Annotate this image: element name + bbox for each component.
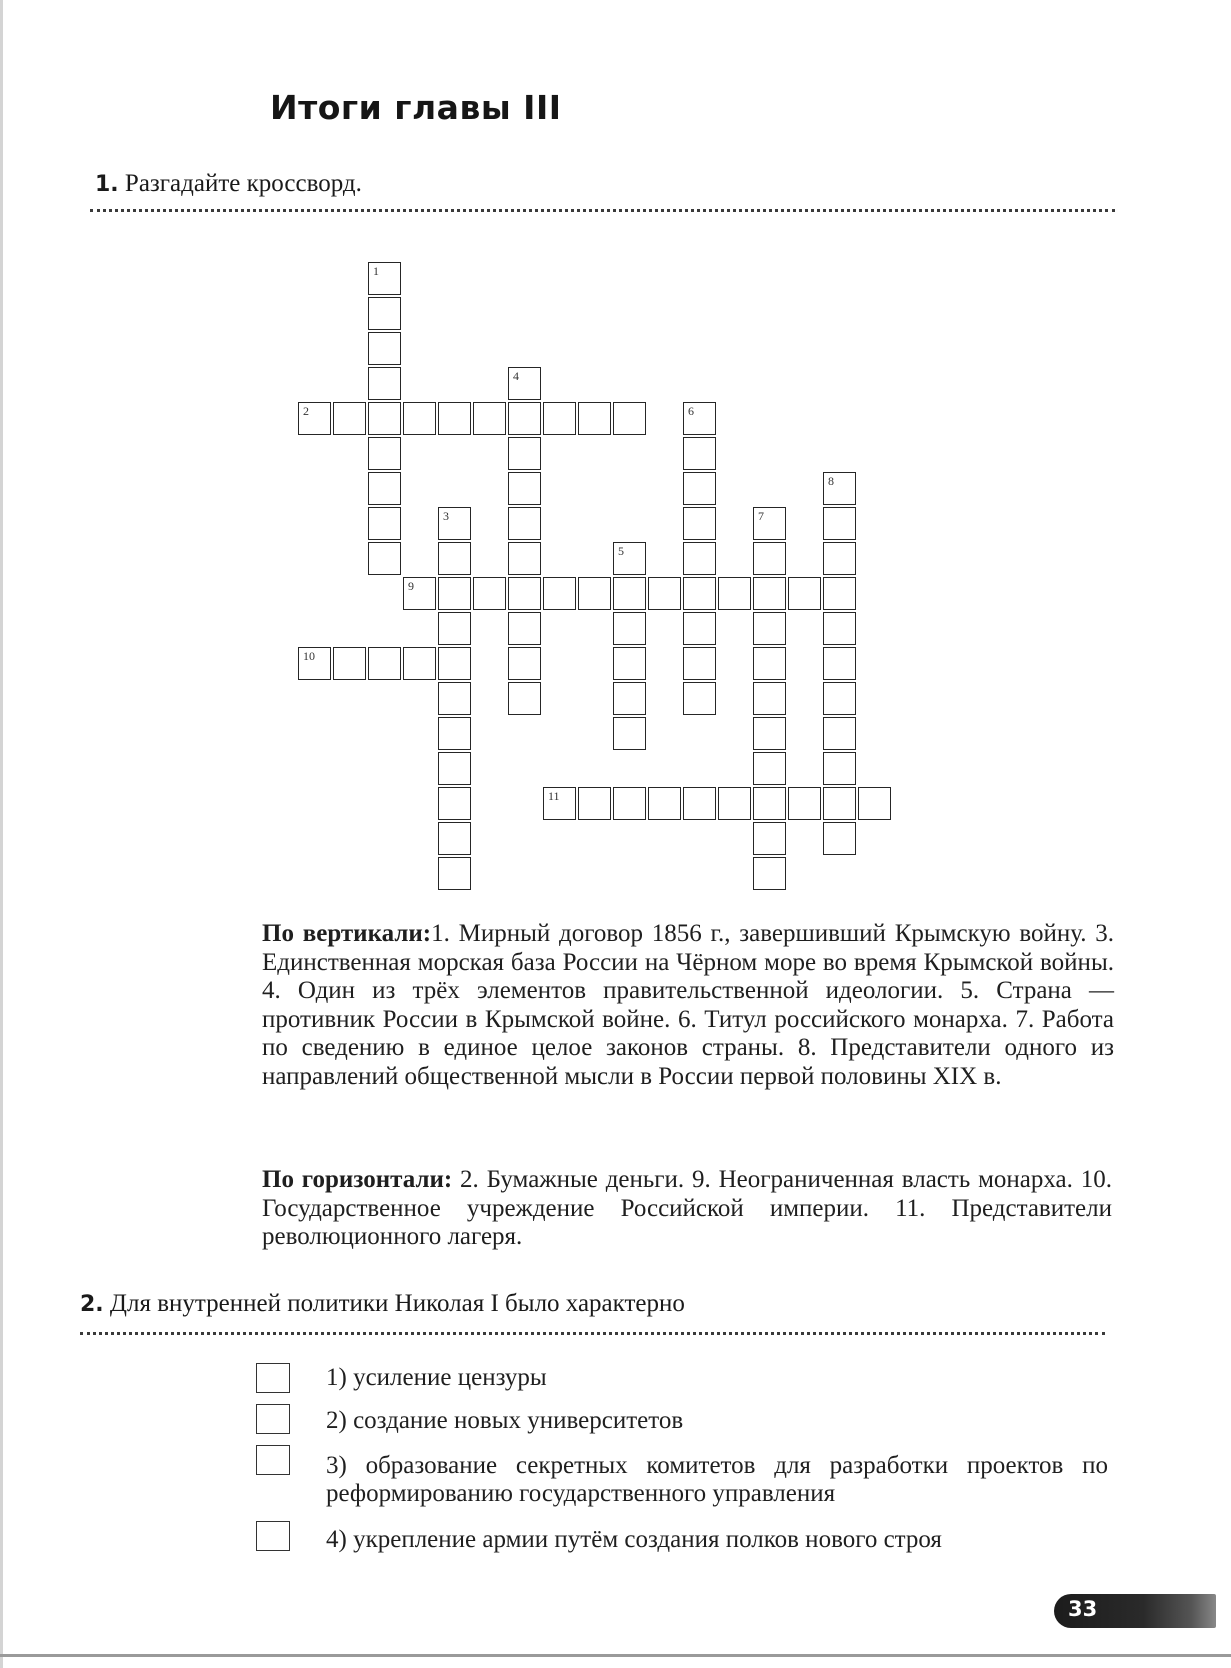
crossword-cell[interactable] — [823, 472, 856, 505]
crossword-cell[interactable] — [823, 682, 856, 715]
vertical-clues-heading: По вертикали: — [262, 920, 432, 947]
option-3-text: 3) образование секретных комитетов для разработки проектов по реформированию государственного управления — [326, 1452, 1108, 1507]
crossword-cell[interactable] — [508, 577, 541, 610]
crossword-cell[interactable] — [613, 542, 646, 575]
crossword-cell[interactable] — [823, 822, 856, 855]
crossword-cell[interactable] — [438, 787, 471, 820]
crossword-cell[interactable] — [438, 402, 471, 435]
crossword-cell[interactable] — [613, 612, 646, 645]
crossword-cell[interactable] — [403, 577, 436, 610]
vertical-clues — [262, 920, 1114, 1091]
crossword-cell[interactable] — [753, 787, 786, 820]
crossword-cell[interactable] — [368, 647, 401, 680]
crossword-cell[interactable] — [368, 507, 401, 540]
crossword-cell[interactable] — [508, 472, 541, 505]
crossword-cell[interactable] — [753, 682, 786, 715]
crossword-cell[interactable] — [613, 402, 646, 435]
crossword-cell[interactable] — [438, 612, 471, 645]
task-2-divider — [80, 1332, 1105, 1335]
crossword-cell[interactable] — [753, 647, 786, 680]
horizontal-clues — [262, 1166, 1112, 1252]
scan-edge — [0, 0, 3, 1668]
crossword-cell[interactable] — [788, 787, 821, 820]
crossword-cell[interactable] — [823, 752, 856, 785]
task-2-heading — [80, 1290, 685, 1318]
crossword-cell[interactable] — [753, 752, 786, 785]
option-4-text: 4) укрепление армии путём создания полков нового строя — [326, 1526, 942, 1553]
crossword-cell[interactable] — [683, 402, 716, 435]
crossword-cell[interactable] — [823, 507, 856, 540]
crossword-cell-number: 3 — [443, 509, 449, 523]
crossword-cell[interactable] — [683, 612, 716, 645]
crossword-cell[interactable] — [333, 647, 366, 680]
crossword-cell[interactable] — [753, 717, 786, 750]
crossword-cell[interactable] — [578, 787, 611, 820]
crossword-cell[interactable] — [683, 472, 716, 505]
crossword-cell[interactable] — [788, 577, 821, 610]
option-4-checkbox[interactable] — [256, 1521, 290, 1551]
crossword-cell[interactable] — [648, 577, 681, 610]
crossword-cell[interactable] — [368, 542, 401, 575]
crossword-cell[interactable] — [543, 577, 576, 610]
crossword-cell-number: 10 — [303, 649, 315, 663]
option-2-text: 2) создание новых университетов — [326, 1407, 684, 1434]
crossword-cell[interactable] — [823, 717, 856, 750]
crossword-cell-number: 9 — [408, 579, 414, 593]
crossword-cell[interactable] — [683, 787, 716, 820]
task-1-number: 1. — [95, 172, 119, 197]
crossword-cell[interactable] — [683, 682, 716, 715]
crossword-cell[interactable] — [438, 752, 471, 785]
crossword-cell[interactable] — [508, 682, 541, 715]
crossword-cell[interactable] — [438, 507, 471, 540]
crossword-cell[interactable] — [508, 507, 541, 540]
crossword-cell[interactable] — [753, 542, 786, 575]
task-2-number: 2. — [80, 1292, 104, 1317]
crossword-cell-number: 4 — [513, 369, 519, 383]
crossword-cell[interactable] — [613, 647, 646, 680]
option-1-text: 1) усиление цензуры — [326, 1364, 547, 1391]
crossword-cell[interactable] — [683, 437, 716, 470]
task-2-text: Для внутренней политики Николая I было характерно — [109, 1290, 685, 1317]
crossword-cell[interactable] — [508, 367, 541, 400]
page-number: 33 — [1068, 1597, 1098, 1621]
crossword-cell[interactable] — [683, 507, 716, 540]
crossword-cell[interactable] — [333, 402, 366, 435]
crossword-cell[interactable] — [823, 612, 856, 645]
crossword-cell[interactable] — [683, 647, 716, 680]
crossword-cell[interactable] — [753, 577, 786, 610]
crossword-cell[interactable] — [298, 402, 331, 435]
crossword-cell[interactable] — [438, 682, 471, 715]
crossword-cell[interactable] — [508, 542, 541, 575]
crossword-cell[interactable] — [613, 717, 646, 750]
option-1-checkbox[interactable] — [256, 1363, 290, 1393]
crossword-cell[interactable] — [823, 542, 856, 575]
crossword-cell[interactable] — [438, 542, 471, 575]
crossword-cell[interactable] — [823, 647, 856, 680]
crossword-cell[interactable] — [438, 577, 471, 610]
crossword-cell[interactable] — [368, 297, 401, 330]
crossword-cell[interactable] — [508, 437, 541, 470]
crossword-cell[interactable] — [823, 577, 856, 610]
crossword-cell[interactable] — [438, 717, 471, 750]
option-3-checkbox[interactable] — [256, 1445, 290, 1475]
crossword-cell[interactable] — [858, 787, 891, 820]
crossword-cell[interactable] — [403, 402, 436, 435]
crossword-cell[interactable] — [718, 577, 751, 610]
crossword-cell[interactable] — [753, 507, 786, 540]
crossword-cell[interactable] — [368, 402, 401, 435]
page-title: Итоги главы III — [270, 88, 562, 127]
crossword-cell-number: 5 — [618, 544, 624, 558]
horizontal-clues-heading: По горизонтали: — [262, 1166, 453, 1193]
crossword-cell[interactable] — [368, 437, 401, 470]
crossword-cell[interactable] — [473, 402, 506, 435]
crossword-cell[interactable] — [683, 542, 716, 575]
crossword-cell[interactable] — [298, 647, 331, 680]
crossword-cell[interactable] — [753, 822, 786, 855]
scan-edge-bottom — [0, 1654, 1231, 1657]
crossword-cell[interactable] — [613, 577, 646, 610]
crossword-cell[interactable] — [578, 577, 611, 610]
crossword-cell[interactable] — [543, 402, 576, 435]
crossword-cell-number: 7 — [758, 509, 764, 523]
crossword-cell[interactable] — [648, 787, 681, 820]
option-2-checkbox[interactable] — [256, 1404, 290, 1434]
crossword-cell[interactable] — [438, 857, 471, 890]
vertical-clues-text: 1. Мирный договор 1856 г., завершивший Крымскую войну. 3. Единственная морская база России на Чёрном море во время Крымской войны. 4. Один из трёх элементов правительственной идеологии. 5. Страна — противник России в Крымской войне. 6. Титул российского монарха. 7. Работа по сведению в единое целое законов страны. 8. Представители одного из направлений общественной мысли в России первой половины XIX в. — [262, 920, 1114, 1090]
task-1-text: Разгадайте кроссворд. — [124, 170, 362, 197]
task-1-heading — [95, 170, 362, 198]
page-number-badge — [1054, 1594, 1216, 1628]
crossword-cell[interactable] — [473, 577, 506, 610]
crossword-cell[interactable] — [508, 647, 541, 680]
crossword-cell[interactable] — [403, 647, 436, 680]
horizontal-clues-text: 2. Бумажные деньги. 9. Неограниченная власть монарха. 10. Государственное учреждение Российской империи. 11. Представители революционного лагеря. — [262, 1166, 1112, 1250]
crossword-cell[interactable] — [438, 822, 471, 855]
crossword-cell-number: 8 — [828, 474, 834, 488]
crossword-cell[interactable] — [718, 787, 751, 820]
crossword-cell-number: 1 — [373, 264, 379, 278]
crossword-cell[interactable] — [613, 682, 646, 715]
crossword-cell[interactable] — [368, 332, 401, 365]
crossword-cell-number: 2 — [303, 404, 309, 418]
crossword-cell[interactable] — [368, 262, 401, 295]
crossword-cell[interactable] — [823, 787, 856, 820]
crossword-cell[interactable] — [508, 402, 541, 435]
crossword-cell[interactable] — [368, 367, 401, 400]
crossword-cell[interactable] — [613, 787, 646, 820]
task-1-divider — [90, 209, 1115, 212]
crossword-cell[interactable] — [438, 647, 471, 680]
crossword-cell[interactable] — [368, 472, 401, 505]
crossword-cell[interactable] — [543, 787, 576, 820]
crossword-cell[interactable] — [508, 612, 541, 645]
crossword-cell[interactable] — [753, 857, 786, 890]
crossword-cell[interactable] — [753, 612, 786, 645]
crossword-cell-number: 6 — [688, 404, 694, 418]
crossword-cell-number: 11 — [548, 789, 560, 803]
crossword-cell[interactable] — [683, 577, 716, 610]
crossword-cell[interactable] — [578, 402, 611, 435]
